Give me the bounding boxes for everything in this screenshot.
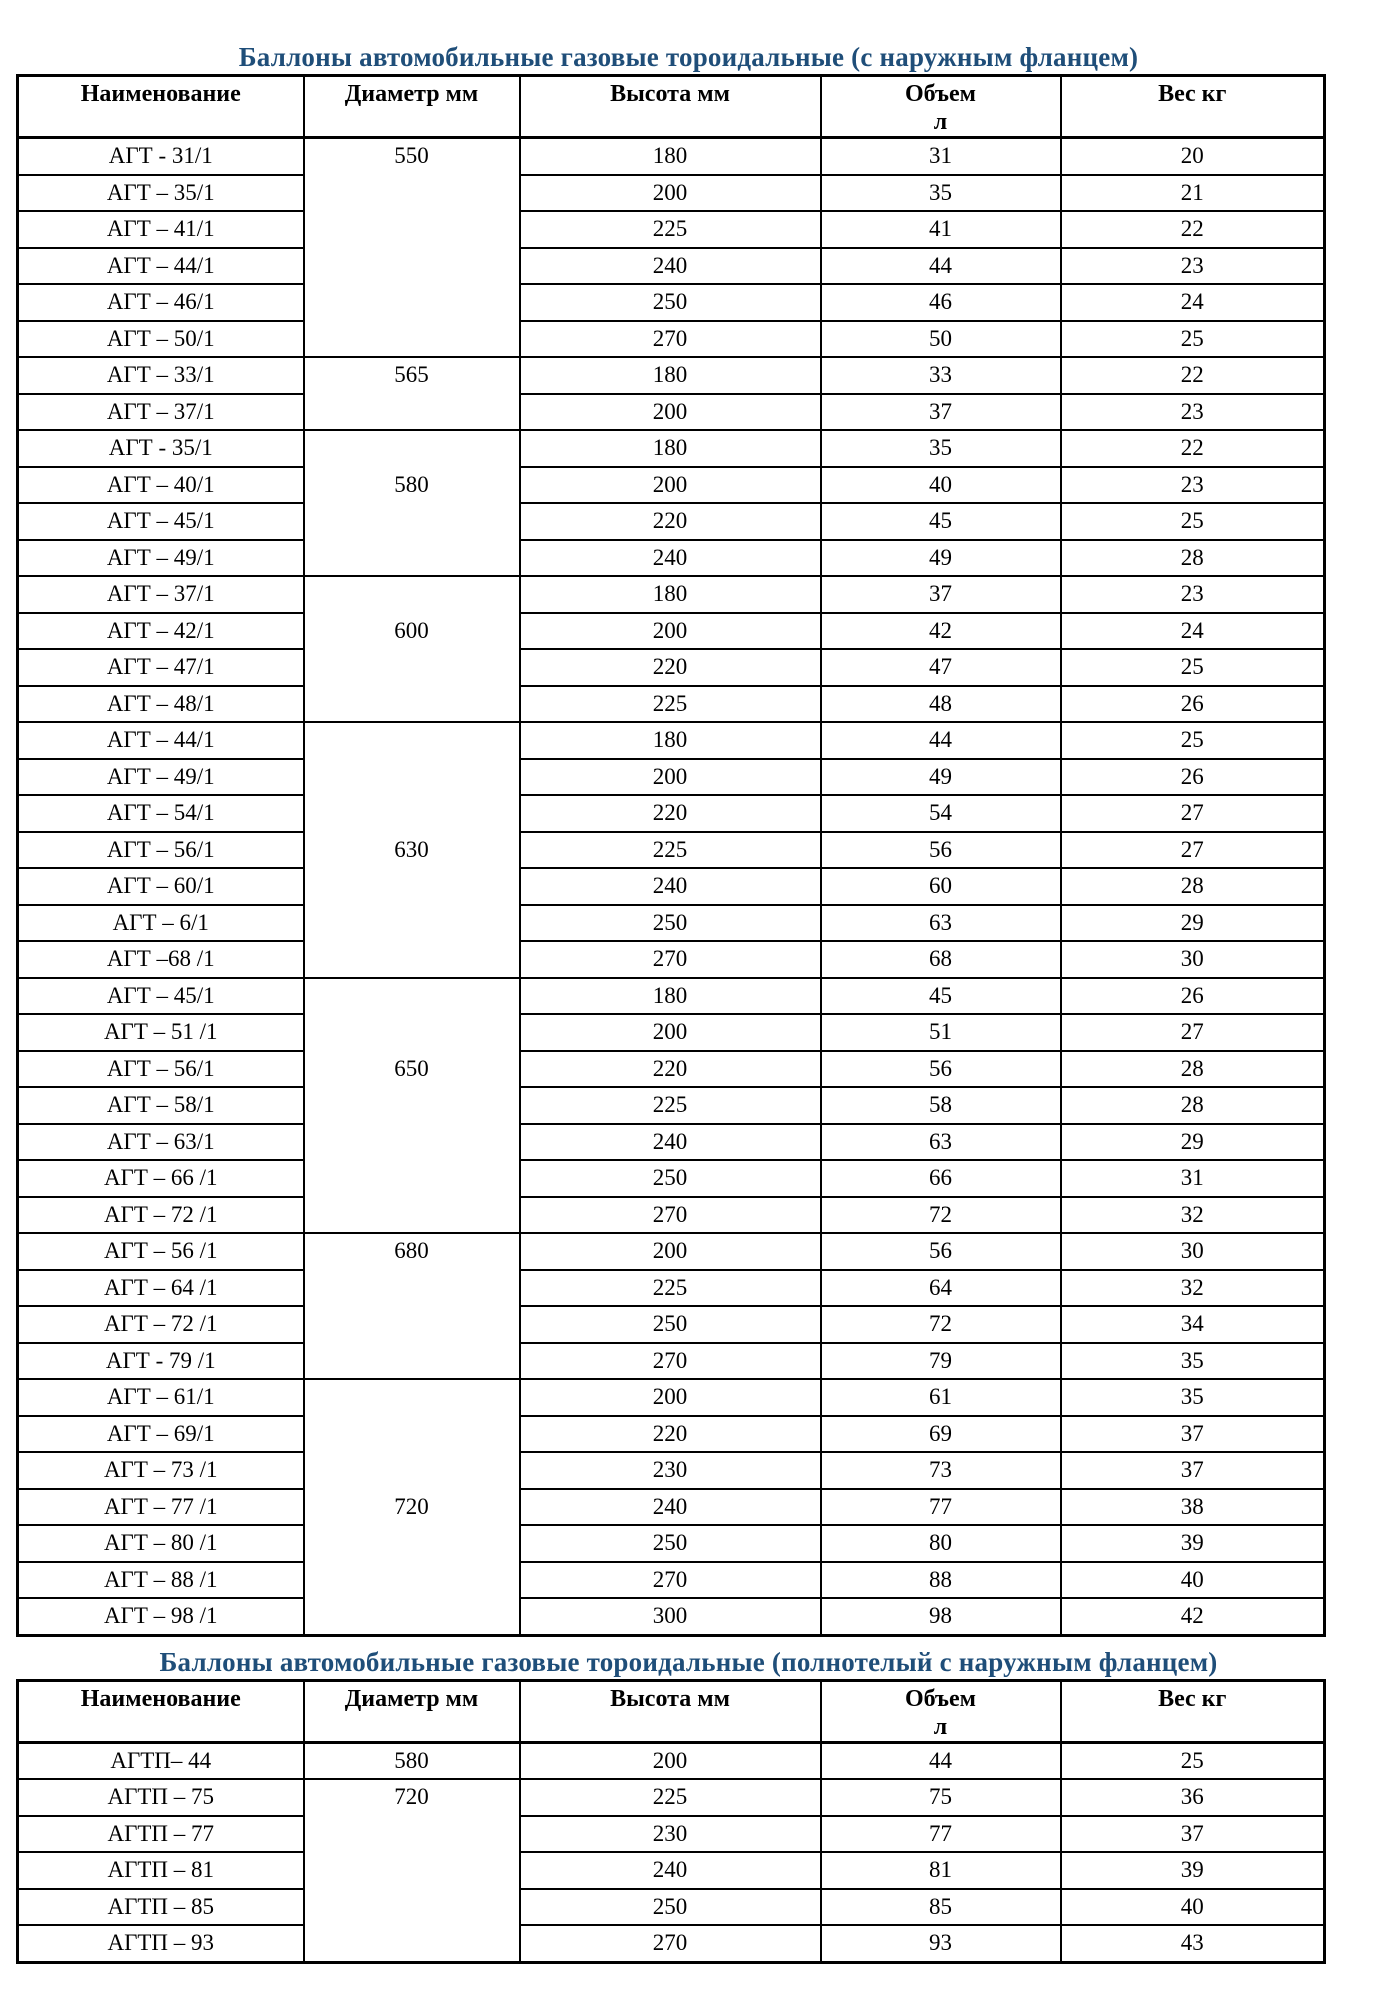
cell-volume: 33 (821, 357, 1061, 394)
cell-height: 270 (520, 1197, 821, 1234)
cell-volume: 77 (821, 1816, 1061, 1853)
cell-height: 240 (520, 868, 821, 905)
cell-name: АГТ – 44/1 (18, 722, 304, 759)
table-row (18, 1233, 1325, 1270)
cell-volume: 60 (821, 868, 1061, 905)
cell-volume: 49 (821, 759, 1061, 796)
cell-height: 225 (520, 1270, 821, 1307)
cell-volume: 69 (821, 1416, 1061, 1453)
volume-header-label: Объем (904, 81, 977, 107)
table-row (18, 1598, 1325, 1635)
table-row (18, 1343, 1325, 1380)
table-row (18, 1416, 1325, 1453)
cell-height: 180 (520, 430, 821, 467)
cell-name: АГТ – 72 /1 (18, 1197, 304, 1234)
table-row (18, 941, 1325, 978)
cell-volume: 42 (821, 613, 1061, 650)
cell-weight: 23 (1061, 467, 1325, 504)
cell-volume: 40 (821, 467, 1061, 504)
table-row (18, 1014, 1325, 1051)
cell-volume: 66 (821, 1160, 1061, 1197)
col-header-weight: Вес кг (1061, 76, 1325, 138)
cell-weight: 25 (1061, 649, 1325, 686)
cell-height: 225 (520, 832, 821, 869)
cell-weight: 30 (1061, 941, 1325, 978)
cell-weight: 22 (1061, 430, 1325, 467)
cell-name: АГТ – 42/1 (18, 613, 304, 650)
cell-name: АГТ – 35/1 (18, 175, 304, 212)
cell-volume: 47 (821, 649, 1061, 686)
cell-height: 230 (520, 1452, 821, 1489)
table-row (18, 759, 1325, 796)
diameter-value: 580 (394, 471, 429, 497)
cell-diameter (304, 978, 520, 1234)
cell-weight: 22 (1061, 211, 1325, 248)
cell-height: 200 (520, 759, 821, 796)
table-row (18, 1379, 1325, 1416)
volume-header-unit: л (933, 109, 948, 135)
cell-height: 200 (520, 1379, 821, 1416)
cell-weight: 28 (1061, 540, 1325, 577)
cell-weight: 25 (1061, 1742, 1325, 1779)
cell-diameter (304, 1742, 520, 1779)
cell-height: 240 (520, 540, 821, 577)
cell-height: 270 (520, 1562, 821, 1599)
cell-weight: 26 (1061, 978, 1325, 1015)
cell-name: АГТ – 73 /1 (18, 1452, 304, 1489)
cell-weight: 23 (1061, 248, 1325, 285)
cell-name: АГТ – 33/1 (18, 357, 304, 394)
cell-weight: 40 (1061, 1889, 1325, 1926)
cell-name: АГТП – 93 (18, 1925, 304, 1962)
cell-name: АГТ – 45/1 (18, 503, 304, 540)
cell-height: 225 (520, 1779, 821, 1816)
cell-name: АГТ – 44/1 (18, 248, 304, 285)
table-row (18, 1889, 1325, 1926)
cell-weight: 31 (1061, 1160, 1325, 1197)
cell-name: АГТ – 37/1 (18, 576, 304, 613)
cell-weight: 43 (1061, 1925, 1325, 1962)
table-row (18, 175, 1325, 212)
cell-height: 200 (520, 394, 821, 431)
cell-name: АГТ - 79 /1 (18, 1343, 304, 1380)
cell-height: 270 (520, 1925, 821, 1962)
cell-name: АГТ – 56/1 (18, 832, 304, 869)
cell-volume: 45 (821, 978, 1061, 1015)
cell-name: АГТ – 37/1 (18, 394, 304, 431)
table-row (18, 1816, 1325, 1853)
cell-height: 270 (520, 941, 821, 978)
cell-weight: 26 (1061, 686, 1325, 723)
cell-volume: 77 (821, 1489, 1061, 1526)
cell-weight: 37 (1061, 1816, 1325, 1853)
cell-weight: 28 (1061, 868, 1325, 905)
cell-height: 220 (520, 795, 821, 832)
cell-name: АГТ – 47/1 (18, 649, 304, 686)
cell-volume: 54 (821, 795, 1061, 832)
cell-volume: 37 (821, 576, 1061, 613)
cell-height: 225 (520, 1087, 821, 1124)
cell-name: АГТ – 40/1 (18, 467, 304, 504)
table-row (18, 649, 1325, 686)
table-row (18, 284, 1325, 321)
cell-weight: 42 (1061, 1598, 1325, 1635)
cell-volume: 35 (821, 175, 1061, 212)
cell-name: АГТ – 56/1 (18, 1051, 304, 1088)
cell-diameter (304, 357, 520, 430)
cell-height: 225 (520, 211, 821, 248)
table-row (18, 1306, 1325, 1343)
table-row (18, 1197, 1325, 1234)
cell-volume: 44 (821, 1742, 1061, 1779)
table-row (18, 722, 1325, 759)
toroidal-cylinders-table (16, 74, 1326, 1637)
cell-weight: 35 (1061, 1343, 1325, 1380)
cell-volume: 72 (821, 1197, 1061, 1234)
cell-weight: 24 (1061, 284, 1325, 321)
cell-weight: 23 (1061, 576, 1325, 613)
diameter-value: 650 (394, 1055, 429, 1081)
cell-height: 200 (520, 467, 821, 504)
table-row (18, 430, 1325, 467)
cell-diameter (304, 1379, 520, 1635)
cell-weight: 32 (1061, 1197, 1325, 1234)
cell-height: 220 (520, 503, 821, 540)
cell-weight: 40 (1061, 1562, 1325, 1599)
cell-weight: 27 (1061, 832, 1325, 869)
cell-weight: 21 (1061, 175, 1325, 212)
col-header-height: Высота мм (520, 76, 821, 138)
cell-height: 220 (520, 649, 821, 686)
table-row (18, 394, 1325, 431)
table-row (18, 1525, 1325, 1562)
volume-header-unit: л (933, 1713, 948, 1740)
col-header-height: Высота мм (520, 1680, 821, 1742)
cell-volume: 80 (821, 1525, 1061, 1562)
volume-header-label: Объем (904, 1685, 977, 1712)
cell-volume: 72 (821, 1306, 1061, 1343)
cell-name: АГТП– 44 (18, 1742, 304, 1779)
cell-volume: 73 (821, 1452, 1061, 1489)
cell-name: АГТП – 85 (18, 1889, 304, 1926)
cell-name: АГТ –68 /1 (18, 941, 304, 978)
cell-weight: 28 (1061, 1051, 1325, 1088)
cell-volume: 45 (821, 503, 1061, 540)
diameter-value: 580 (394, 1747, 429, 1773)
cell-height: 180 (520, 722, 821, 759)
cell-volume: 64 (821, 1270, 1061, 1307)
table-row (18, 138, 1325, 175)
cell-name: АГТ – 77 /1 (18, 1489, 304, 1526)
table-row (18, 1160, 1325, 1197)
col-header-volume (821, 1680, 1061, 1742)
table-row (18, 905, 1325, 942)
cell-volume: 56 (821, 832, 1061, 869)
table-row (18, 576, 1325, 613)
cell-volume: 56 (821, 1051, 1061, 1088)
col-header-diameter: Диаметр мм (304, 76, 520, 138)
table-row (18, 868, 1325, 905)
table-row (18, 467, 1325, 504)
table1-body (18, 138, 1325, 1636)
cell-volume: 98 (821, 1598, 1061, 1635)
cell-height: 240 (520, 1852, 821, 1889)
table2-title: Баллоны автомобильные газовые тороидальные (полнотелый с наружным фланцем) (159, 1646, 1218, 1677)
cell-height: 220 (520, 1416, 821, 1453)
cell-volume: 51 (821, 1014, 1061, 1051)
col-header-weight: Вес кг (1061, 1680, 1325, 1742)
cell-weight: 25 (1061, 722, 1325, 759)
cell-volume: 44 (821, 722, 1061, 759)
cell-height: 200 (520, 1233, 821, 1270)
table-row (18, 1742, 1325, 1779)
table-row (18, 357, 1325, 394)
table1-title: Баллоны автомобильные газовые тороидальные (с наружным фланцем) (238, 42, 1139, 72)
table-row (18, 795, 1325, 832)
cell-height: 200 (520, 1742, 821, 1779)
cell-height: 300 (520, 1598, 821, 1635)
cell-name: АГТ – 50/1 (18, 321, 304, 358)
cell-volume: 85 (821, 1889, 1061, 1926)
cell-volume: 93 (821, 1925, 1061, 1962)
cell-volume: 75 (821, 1779, 1061, 1816)
cell-weight: 35 (1061, 1379, 1325, 1416)
cell-height: 180 (520, 138, 821, 175)
cell-height: 225 (520, 686, 821, 723)
cell-name: АГТ – 49/1 (18, 540, 304, 577)
cell-height: 220 (520, 1051, 821, 1088)
cell-volume: 58 (821, 1087, 1061, 1124)
cell-diameter (304, 1779, 520, 1962)
cell-volume: 31 (821, 138, 1061, 175)
cell-weight: 34 (1061, 1306, 1325, 1343)
cell-height: 230 (520, 1816, 821, 1853)
cell-volume: 41 (821, 211, 1061, 248)
cell-volume: 56 (821, 1233, 1061, 1270)
cell-height: 240 (520, 1489, 821, 1526)
col-header-diameter: Диаметр мм (304, 1680, 520, 1742)
cell-volume: 48 (821, 686, 1061, 723)
cell-volume: 79 (821, 1343, 1061, 1380)
cell-name: АГТ – 45/1 (18, 978, 304, 1015)
cell-height: 250 (520, 284, 821, 321)
cell-height: 200 (520, 1014, 821, 1051)
cell-volume: 63 (821, 1124, 1061, 1161)
cell-weight: 20 (1061, 138, 1325, 175)
cell-name: АГТ – 58/1 (18, 1087, 304, 1124)
diameter-value: 680 (394, 1238, 429, 1263)
cell-name: АГТП – 81 (18, 1852, 304, 1889)
table-row (18, 248, 1325, 285)
table-row (18, 613, 1325, 650)
cell-height: 270 (520, 321, 821, 358)
cell-volume: 50 (821, 321, 1061, 358)
table-row (18, 1452, 1325, 1489)
cell-name: АГТ – 60/1 (18, 868, 304, 905)
cell-weight: 25 (1061, 503, 1325, 540)
cell-weight: 22 (1061, 357, 1325, 394)
cell-name: АГТ – 69/1 (18, 1416, 304, 1453)
table-row (18, 1489, 1325, 1526)
cell-name: АГТ – 41/1 (18, 211, 304, 248)
cell-weight: 30 (1061, 1233, 1325, 1270)
cell-volume: 49 (821, 540, 1061, 577)
cell-name: АГТП – 75 (18, 1779, 304, 1816)
cell-height: 250 (520, 1160, 821, 1197)
cell-volume: 68 (821, 941, 1061, 978)
cell-volume: 37 (821, 394, 1061, 431)
cell-weight: 37 (1061, 1452, 1325, 1489)
table-row (18, 1051, 1325, 1088)
cell-height: 250 (520, 905, 821, 942)
table-row (18, 321, 1325, 358)
cell-name: АГТП – 77 (18, 1816, 304, 1853)
header-row (18, 1680, 1325, 1742)
cell-height: 250 (520, 1525, 821, 1562)
table-row (18, 1270, 1325, 1307)
col-header-name: Наименование (18, 76, 304, 138)
cell-diameter (304, 722, 520, 978)
cell-weight: 23 (1061, 394, 1325, 431)
table-row (18, 1124, 1325, 1161)
diameter-value: 720 (394, 1784, 429, 1809)
cell-volume: 35 (821, 430, 1061, 467)
cell-name: АГТ – 56 /1 (18, 1233, 304, 1270)
cell-name: АГТ – 88 /1 (18, 1562, 304, 1599)
table-row (18, 832, 1325, 869)
cell-name: АГТ – 51 /1 (18, 1014, 304, 1051)
table-row (18, 686, 1325, 723)
diameter-value: 550 (394, 143, 429, 168)
cell-weight: 27 (1061, 1014, 1325, 1051)
cell-volume: 61 (821, 1379, 1061, 1416)
cell-weight: 29 (1061, 1124, 1325, 1161)
cell-name: АГТ – 61/1 (18, 1379, 304, 1416)
cell-weight: 27 (1061, 795, 1325, 832)
cell-name: АГТ – 72 /1 (18, 1306, 304, 1343)
col-header-name: Наименование (18, 1680, 304, 1742)
table-row (18, 1562, 1325, 1599)
cell-name: АГТ – 66 /1 (18, 1160, 304, 1197)
cell-weight: 38 (1061, 1489, 1325, 1526)
cell-volume: 81 (821, 1852, 1061, 1889)
diameter-value: 720 (394, 1493, 429, 1519)
cell-diameter (304, 138, 520, 358)
table-row (18, 1925, 1325, 1962)
cell-weight: 36 (1061, 1779, 1325, 1816)
cell-height: 200 (520, 613, 821, 650)
cell-height: 200 (520, 175, 821, 212)
table-row (18, 211, 1325, 248)
table-row (18, 978, 1325, 1015)
diameter-value: 565 (394, 362, 429, 387)
cell-name: АГТ – 54/1 (18, 795, 304, 832)
cell-name: АГТ – 49/1 (18, 759, 304, 796)
diameter-value: 630 (394, 836, 429, 862)
cell-name: АГТ – 80 /1 (18, 1525, 304, 1562)
cell-height: 250 (520, 1889, 821, 1926)
cell-height: 250 (520, 1306, 821, 1343)
cell-volume: 63 (821, 905, 1061, 942)
cell-name: АГТ - 35/1 (18, 430, 304, 467)
table-row (18, 1087, 1325, 1124)
cell-weight: 39 (1061, 1525, 1325, 1562)
cell-weight: 28 (1061, 1087, 1325, 1124)
cell-diameter (304, 430, 520, 576)
cell-name: АГТ – 46/1 (18, 284, 304, 321)
cell-weight: 32 (1061, 1270, 1325, 1307)
cell-volume: 44 (821, 248, 1061, 285)
cell-weight: 39 (1061, 1852, 1325, 1889)
cell-weight: 26 (1061, 759, 1325, 796)
cell-height: 180 (520, 357, 821, 394)
cell-height: 240 (520, 248, 821, 285)
cell-name: АГТ - 31/1 (18, 138, 304, 175)
cell-height: 240 (520, 1124, 821, 1161)
cell-diameter (304, 1233, 520, 1379)
cell-weight: 29 (1061, 905, 1325, 942)
table-row (18, 540, 1325, 577)
table-row (18, 1852, 1325, 1889)
cell-volume: 46 (821, 284, 1061, 321)
diameter-value: 600 (394, 617, 429, 643)
header-row (18, 76, 1325, 138)
cell-weight: 24 (1061, 613, 1325, 650)
cell-name: АГТ – 48/1 (18, 686, 304, 723)
table-row (18, 503, 1325, 540)
cell-height: 180 (520, 978, 821, 1015)
cell-diameter (304, 576, 520, 722)
cell-name: АГТ – 6/1 (18, 905, 304, 942)
cell-weight: 25 (1061, 321, 1325, 358)
cell-height: 180 (520, 576, 821, 613)
cell-height: 270 (520, 1343, 821, 1380)
cell-name: АГТ – 63/1 (18, 1124, 304, 1161)
table-row (18, 1779, 1325, 1816)
cell-name: АГТ – 98 /1 (18, 1598, 304, 1635)
cell-weight: 37 (1061, 1416, 1325, 1453)
cell-volume: 88 (821, 1562, 1061, 1599)
table2-body (18, 1742, 1325, 1962)
full-body-toroidal-cylinders-table (16, 1679, 1326, 1964)
col-header-volume (821, 76, 1061, 138)
cell-name: АГТ – 64 /1 (18, 1270, 304, 1307)
